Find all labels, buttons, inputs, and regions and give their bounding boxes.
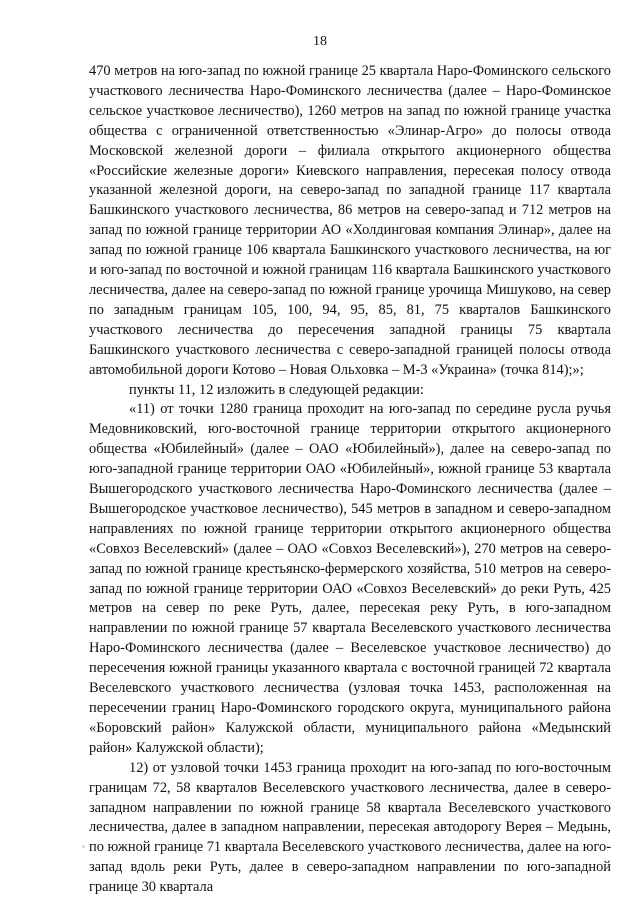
scan-dust-mark [82, 845, 85, 848]
paragraph-amendment-instruction: пункты 11, 12 изложить в следующей редакции: [129, 381, 424, 398]
paragraph-continuation: 470 метров на юго-запад по южной границе 25 квартала Наро-Фоминского сельского участкового лесничества Наро-Фоминского лесничества (далее – Наро-Фоминское сельское участковое лесничество), 1260 метров на запад по южной границе участка общества с ограниченной ответственностью «Элинар-Агро» до полосы отвода Московской железной дороги – филиала открытого акционерного общества «Российские железные дороги» Киевского направления, пересекая полосу отвода указанной железной дороги, на северо-запад по западной границе 117 квартала Башкинского участкового лесничества, 86 метров на северо-запад и 712 метров на запад по южной границе территории АО «Холдинговая компания Элинар», далее на запад по южной границе 106 квартала Башкинского участкового лесничества, на юг и юго-запад по восточной и южной границам 116 квартала Башкинского участкового лесничества, далее на северо-запад по южной границе урочища Мишуково, на север по западным границам 105, 100, 94, 95, 85, 81, 75 кварталов Башкинского участкового лесничества до пересечения западной границы 75 квартала Башкинского участкового лесничества с северо-западной границей полосы отвода автомобильной дороги Котово – Новая Ольховка – М-3 «Украина» (точка 814);»; [89, 63, 611, 378]
paragraph-item-12: 12) от узловой точки 1453 граница проходит на юго-запад по юго-восточным границам 72, 58 кварталов Веселевского участкового лесничества, далее в северо-западном направлении по южной границе 58 квартала Веселевского участкового лесничества, далее в западном направлении, пересекая автодорогу Верея – Медынь, по южной границе 71 квартала Веселевского участкового лесничества, далее на юго-запад вдоль реки Руть, далее в северо-западном направлении по юго-западной границе 30 квартала [89, 759, 611, 896]
document-body [89, 62, 611, 898]
paragraph-item-11: «11) от точки 1280 граница проходит на юго-запад по середине русла ручья Медовниковский, юго-восточной границе территории открытого акционерного общества «Юбилейный» (далее – ОАО «Юбилейный»), далее на северо-запад по юго-западной границе территории ОАО «Юбилейный», южной границе 53 квартала Вышегородского участкового лесничества Наро-Фоминского лесничества (далее – Вышегородское участковое лесничество), 545 метров в западном и северо-западном направлениях по южной границе территории открытого акционерного общества «Совхоз Веселевский» (далее – ОАО «Совхоз Веселевский»), 270 метров на северо-запад по южной границе крестьянско-фермерского хозяйства, 510 метров на северо-запад по южной границе территории ОАО «Совхоз Веселевский» до реки Руть, 425 метров на север по реке Руть, далее, пересекая реку Руть, в юго-западном направлении по южной границе 57 квартала Веселевского участкового лесничества Наро-Фоминского лесничества (далее – Веселевское участковое лесничество) до пересечения южной границы указанного квартала с восточной границей 72 квартала Веселевского участкового лесничества (узловая точка 1453, расположенная на пересечении границ Наро-Фоминского городского округа, муниципального района «Боровский район» Калужской области, муниципального района «Медынский район» Калужской области); [89, 401, 611, 756]
page-number: 18 [313, 34, 327, 49]
